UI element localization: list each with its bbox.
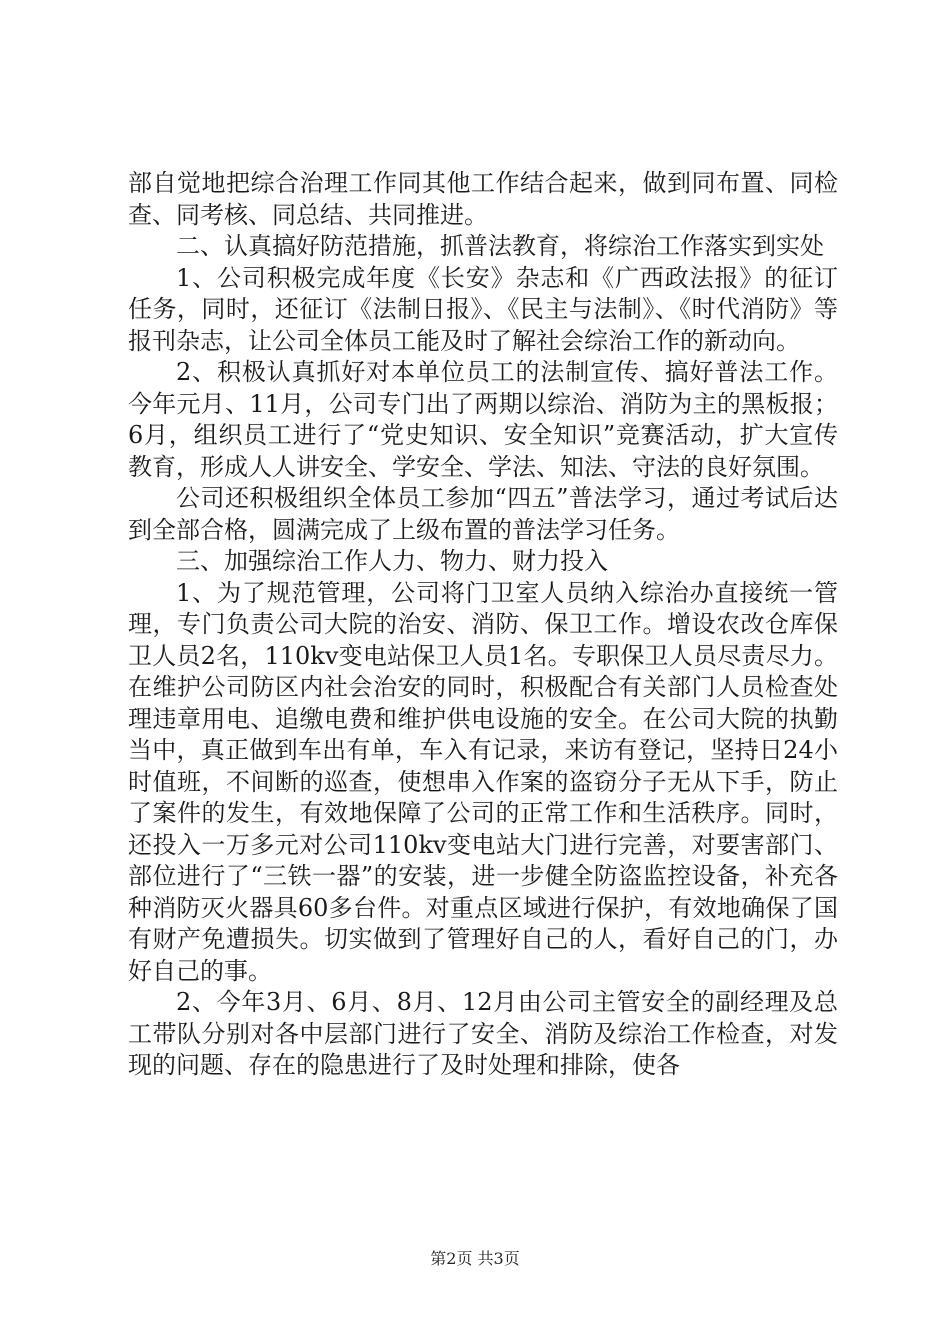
paragraph-continuation: 部自觉地把综合治理工作同其他工作结合起来，做到同布置、同检查、同考核、同总结、共同推进。 [128,169,838,229]
section-heading-two: 二、认真搞好防范措施，抓普法教育，将综治工作落实到实处 [176,232,824,260]
paragraph-item-2-inspections: 2、今年3月、6月、8月、12月由公司主管安全的副经理及总工带队分别对各中层部门进行了安全、消防及综治工作检查，对发现的问题、存在的隐患进行了及时处理和排除，使各 [128,988,838,1079]
paragraph-item-1-subscriptions: 1、公司积极完成年度《长安》杂志和《广西政法报》的征订任务，同时，还征订《法制日报》、《民主与法制》、《时代消防》等报刊杂志，让公司全体员工能及时了解社会综治工作的新动向。 [128,263,838,355]
document-body [128,168,838,1082]
section-heading-three: 三、加强综治工作人力、物力、财力投入 [176,547,608,575]
page-number-footer: 第2页 共3页 [430,1249,520,1268]
paragraph-item-2-legal-education: 2、积极认真抓好对本单位员工的法制宣传、搞好普法工作。今年元月、11月，公司专门出了两期以综治、消防为主的黑板报；6月，组织员工进行了“党史知识、安全知识”竞赛活动，扩大宣传教育，形成人人讲安全、学安全、学法、知法、守法的良好氛围。 [128,358,838,481]
paragraph-law-study: 公司还积极组织全体员工参加“四五”普法学习，通过考试后达到全部合格，圆满完成了上级布置的普法学习任务。 [128,484,838,544]
paragraph-item-1-security-management: 1、为了规范管理，公司将门卫室人员纳入综治办直接统一管理，专门负责公司大院的治安、消防、保卫工作。增设农改仓库保卫人员2名，110kv变电站保卫人员1名。专职保卫人员尽责尽力。在维护公司防区内社会治安的同时，积极配合有关部门人员检查处理违章用电、追缴电费和维护供电设施的安全。在公司大院的执勤当中，真正做到车出有单，车入有记录，来访有登记，坚持日24小时值班，不间断的巡查，使想串入作案的盗窃分子无从下手，防止了案件的发生，有效地保障了公司的正常工作和生活秩序。同时，还投入一万多元对公司110kv变电站大门进行完善，对要害部门、部位进行了“三铁一器”的安装，进一步健全防盗监控设备，补充各种消防灭火器具60多台件。对重点区域进行保护，有效地确保了国有财产免遭损失。切实做到了管理好自己的人，看好自己的门，办好自己的事。 [128,578,838,985]
